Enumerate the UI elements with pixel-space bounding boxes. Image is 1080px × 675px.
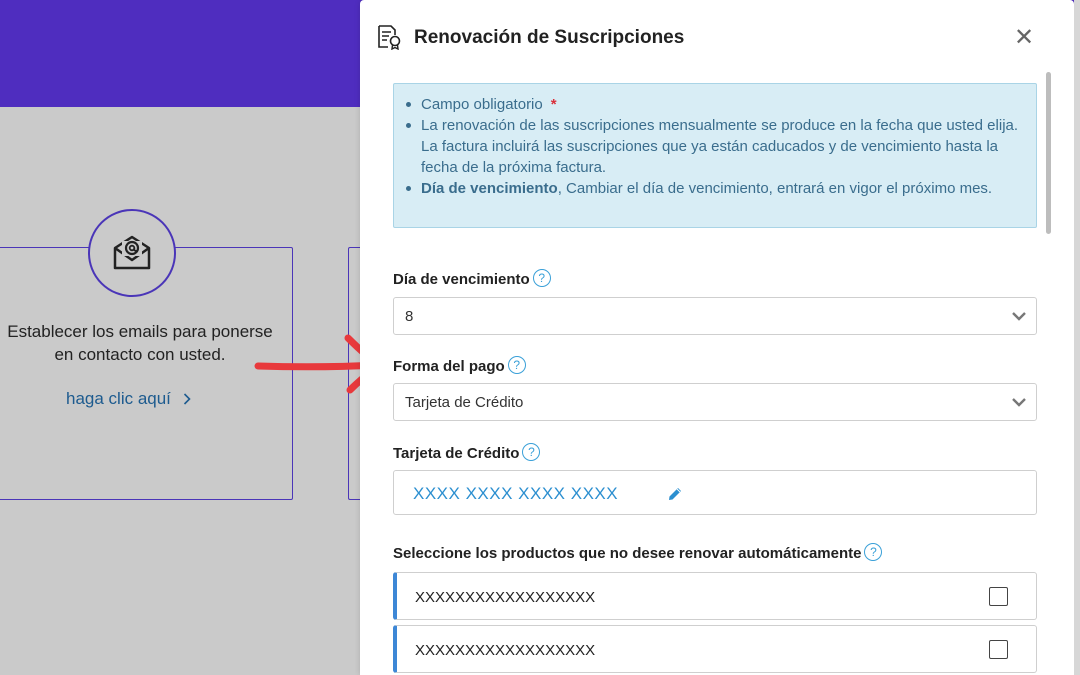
required-asterisk: * (550, 96, 557, 113)
modal-title: Renovación de Suscripciones (414, 27, 685, 48)
help-icon[interactable]: ? (508, 356, 526, 374)
document-badge-icon (376, 24, 402, 50)
modal-scrollbar[interactable] (1046, 72, 1051, 234)
product-checkbox[interactable] (989, 587, 1008, 606)
close-icon[interactable]: ✕ (1014, 24, 1035, 51)
help-icon[interactable]: ? (533, 269, 551, 287)
due-day-label: Día de vencimiento ? (393, 271, 551, 288)
subscription-renewal-modal (360, 0, 1074, 675)
payment-method-label: Forma del pago ? (393, 358, 526, 375)
info-item-required: Campo obligatorio * (406, 94, 1024, 115)
due-day-value: 8 (405, 307, 414, 325)
email-card-link[interactable] (66, 389, 191, 409)
credit-card-number: XXXX XXXX XXXX XXXX (413, 484, 619, 503)
product-row[interactable] (393, 572, 1037, 620)
email-card-link-label[interactable]: haga clic aquí (66, 389, 171, 408)
modal-header (360, 0, 1074, 75)
info-box (393, 83, 1037, 228)
product-name: XXXXXXXXXXXXXXXXXX (415, 642, 596, 659)
products-label: Seleccione los productos que no desee renovar automáticamente ? (393, 545, 882, 562)
chevron-down-icon (1010, 393, 1028, 411)
chevron-down-icon (1010, 307, 1028, 325)
help-icon[interactable]: ? (522, 443, 540, 461)
email-card-description: Establecer los emails para ponerse en contacto con usted. (7, 322, 273, 364)
due-day-select[interactable] (393, 297, 1037, 335)
edit-pencil-icon[interactable] (666, 485, 684, 503)
email-at-icon (88, 209, 176, 297)
product-checkbox[interactable] (989, 640, 1008, 659)
help-icon[interactable]: ? (864, 543, 882, 561)
info-item-due-day: Día de vencimiento, Cambiar el día de vencimiento, entrará en vigor el próximo mes. (406, 178, 1024, 199)
credit-card-field[interactable] (393, 470, 1037, 515)
info-item-renewal: La renovación de las suscripciones mensualmente se produce en la fecha que usted elija. La factura incluirá las suscripciones que ya están caducados y de vencimiento hasta la fecha de la próxima factura. (406, 115, 1024, 178)
payment-method-value: Tarjeta de Crédito (405, 393, 524, 411)
product-row[interactable] (393, 625, 1037, 673)
payment-method-select[interactable] (393, 383, 1037, 421)
chevron-right-icon (183, 393, 191, 405)
product-name: XXXXXXXXXXXXXXXXXX (415, 589, 596, 606)
credit-card-label: Tarjeta de Crédito ? (393, 445, 540, 462)
window-edge (1074, 0, 1080, 675)
